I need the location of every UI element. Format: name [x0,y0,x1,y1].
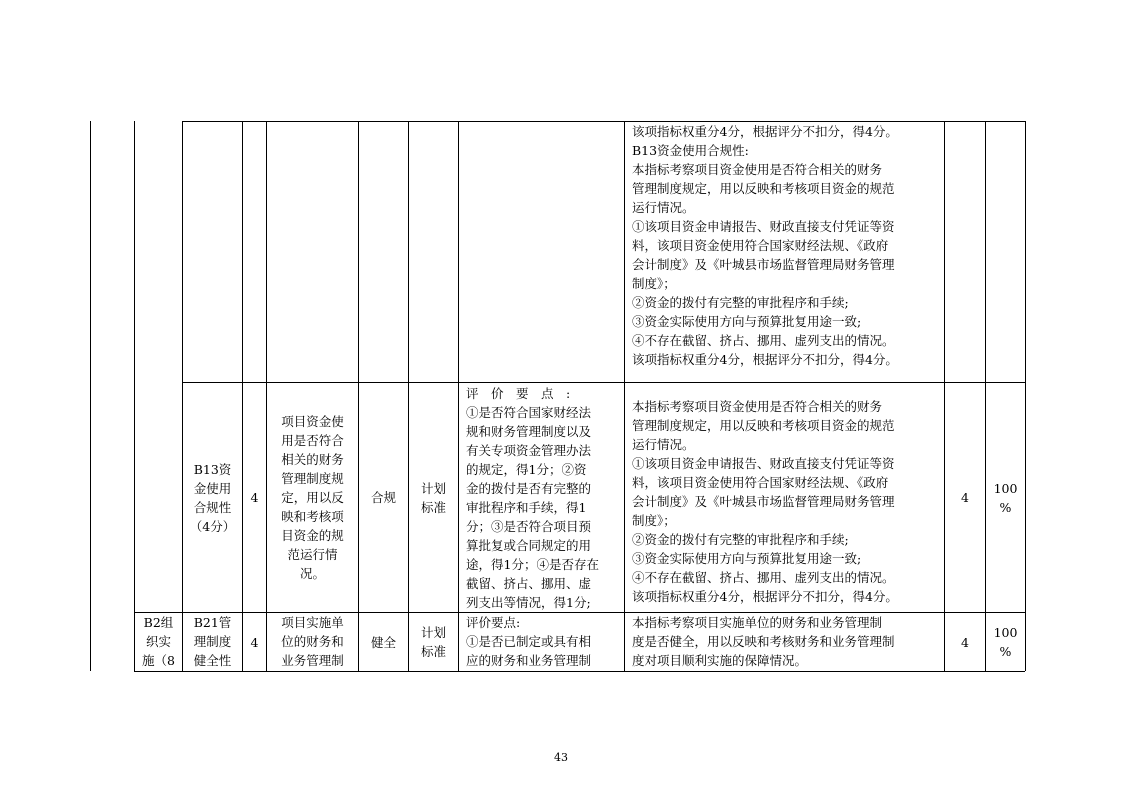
category-line: B2组 [143,615,174,630]
description-line: 管理制度规 [281,471,344,486]
result-line: 管理制度规定，用以反映和考核项目资金的规范 [632,181,895,196]
rate-line: % [999,644,1012,659]
result-line: 度是否健全，用以反映和考核财务和业务管理制 [632,634,895,649]
description-line: 定，用以反 [281,490,344,505]
result-line: 运行情况。 [632,200,695,215]
result-line: 料，该项目资金使用符合国家财经法规、《政府 [632,475,889,490]
result-line: 运行情况。 [632,437,695,452]
b13-rate [986,383,1025,612]
basis-line: 计划 [420,480,446,496]
basis-line: 标准 [420,644,446,659]
result-line: ③资金实际使用方向与预算批复用途一致; [632,551,862,566]
row-top-result [632,122,942,369]
indicator-line: 合规性 [193,499,232,515]
page-number: 43 [554,751,568,764]
result-line: 料，该项目资金使用符合国家财经法规、《政府 [632,238,889,253]
b21-result [632,613,942,670]
criteria-line: 途，得1分；④是否存在 [466,557,599,572]
result-line: 度对项目顺利实施的保障情况。 [632,653,808,668]
b13-score [945,383,985,612]
b21-criteria [466,613,622,670]
category-line: 织实 [145,634,171,649]
target-value: 健全 [370,634,396,650]
score-value: 4 [961,634,969,650]
result-line: 会计制度》及《叶城县市场监督管理局财务管理 [632,494,895,509]
description-line: 况。 [299,566,325,581]
criteria-line: ①是否已制定或具有相 [466,634,592,649]
description-line: 范运行情 [287,547,338,562]
indicator-line: 金使用 [193,480,232,496]
criteria-line: 有关专项资金管理办法 [466,443,592,458]
rate-line: % [999,499,1012,515]
weight-value: 4 [250,634,259,650]
criteria-line: 审批程序和手续，得1 [466,500,587,515]
rate-line: 100 [993,480,1018,496]
b21-weight [243,613,266,671]
target-value: 合规 [370,490,396,505]
result-line: 该项指标权重分4分，根据评分不扣分，得4分。 [632,589,898,604]
criteria-line: 算批复或合同规定的用 [466,538,592,553]
description-line: 位的财务和 [281,634,344,649]
basis-line: 标准 [420,499,446,515]
description-line: 业务管理制 [281,653,344,668]
result-line: 本指标考察项目资金使用是否符合相关的财务 [632,399,883,414]
b13-result [632,397,942,606]
category-line: 施（8 [142,653,175,668]
indicator-line: 健全性 [193,653,232,668]
criteria-line: 列支出等情况，得1分; [466,595,591,610]
result-line: ②资金的拨付有完整的审批程序和手续; [632,532,849,547]
criteria-line: 评价要点: [466,615,521,630]
b21-score [945,613,985,671]
criteria-line: 截留、挤占、挪用、虚 [466,576,592,591]
result-line: ③资金实际使用方向与预算批复用途一致; [632,314,862,329]
basis-line: 计划 [420,625,446,640]
result-line: 本指标考察项目实施单位的财务和业务管理制 [632,615,883,630]
b21-indicator [183,613,242,671]
description-line: 相关的财务 [281,452,344,467]
b21-rate [986,613,1025,671]
description-line: 目资金的规 [281,528,344,543]
description-line: 用是否符合 [281,433,344,448]
description-line: 映和考核项 [281,509,344,524]
result-line: 管理制度规定，用以反映和考核项目资金的规范 [632,418,895,433]
result-line: ①该项目资金申请报告、财政直接支付凭证等资 [632,219,895,234]
description-line: 项目资金使 [281,414,344,429]
result-line: 该项指标权重分4分，根据评分不扣分，得4分。 [632,352,898,367]
criteria-line: 应的财务和业务管理制 [466,653,592,668]
result-line: B13资金使用合规性: [632,143,749,158]
indicator-line: B13资 [193,461,232,477]
result-line: 制度》； [632,513,676,528]
indicator-line: 理制度 [193,634,232,649]
result-line: ④不存在截留、挤占、挪用、虚列支出的情况。 [632,333,895,348]
weight-value: 4 [250,490,259,505]
result-line: 会计制度》及《叶城县市场监督管理局财务管理 [632,257,895,272]
score-value: 4 [961,490,969,505]
result-line: ①该项目资金申请报告、财政直接支付凭证等资 [632,456,895,471]
rate-line: 100 [993,625,1018,640]
b13-indicator [183,383,242,612]
description-line: 项目实施单 [281,615,344,630]
criteria-line: 金的拨付是否有完整的 [466,481,592,496]
criteria-line: 的规定，得1分；②资 [466,462,587,477]
criteria-line: 评 价 要 点 : [466,386,571,401]
criteria-line: 分；③是否符合项目预 [466,519,592,534]
indicator-line: （4分） [189,518,236,534]
result-line: 制度》； [632,276,676,291]
b21-description [267,613,358,671]
result-line: ②资金的拨付有完整的审批程序和手续; [632,295,849,310]
b13-weight [243,383,266,612]
b13-target [359,383,408,612]
result-line: 该项指标权重分4分，根据评分不扣分，得4分。 [632,124,898,139]
b21-basis [409,613,458,671]
indicator-line: B21管 [193,615,232,630]
b2-category [135,613,182,671]
criteria-line: 规和财务管理制度以及 [466,424,592,439]
b13-basis [409,383,458,612]
b21-target [359,613,408,671]
criteria-line: ①是否符合国家财经法 [466,405,592,420]
result-line: ④不存在截留、挤占、挪用、虚列支出的情况。 [632,570,895,585]
b13-criteria [466,384,622,612]
result-line: 本指标考察项目资金使用是否符合相关的财务 [632,162,883,177]
b13-description [267,383,358,612]
